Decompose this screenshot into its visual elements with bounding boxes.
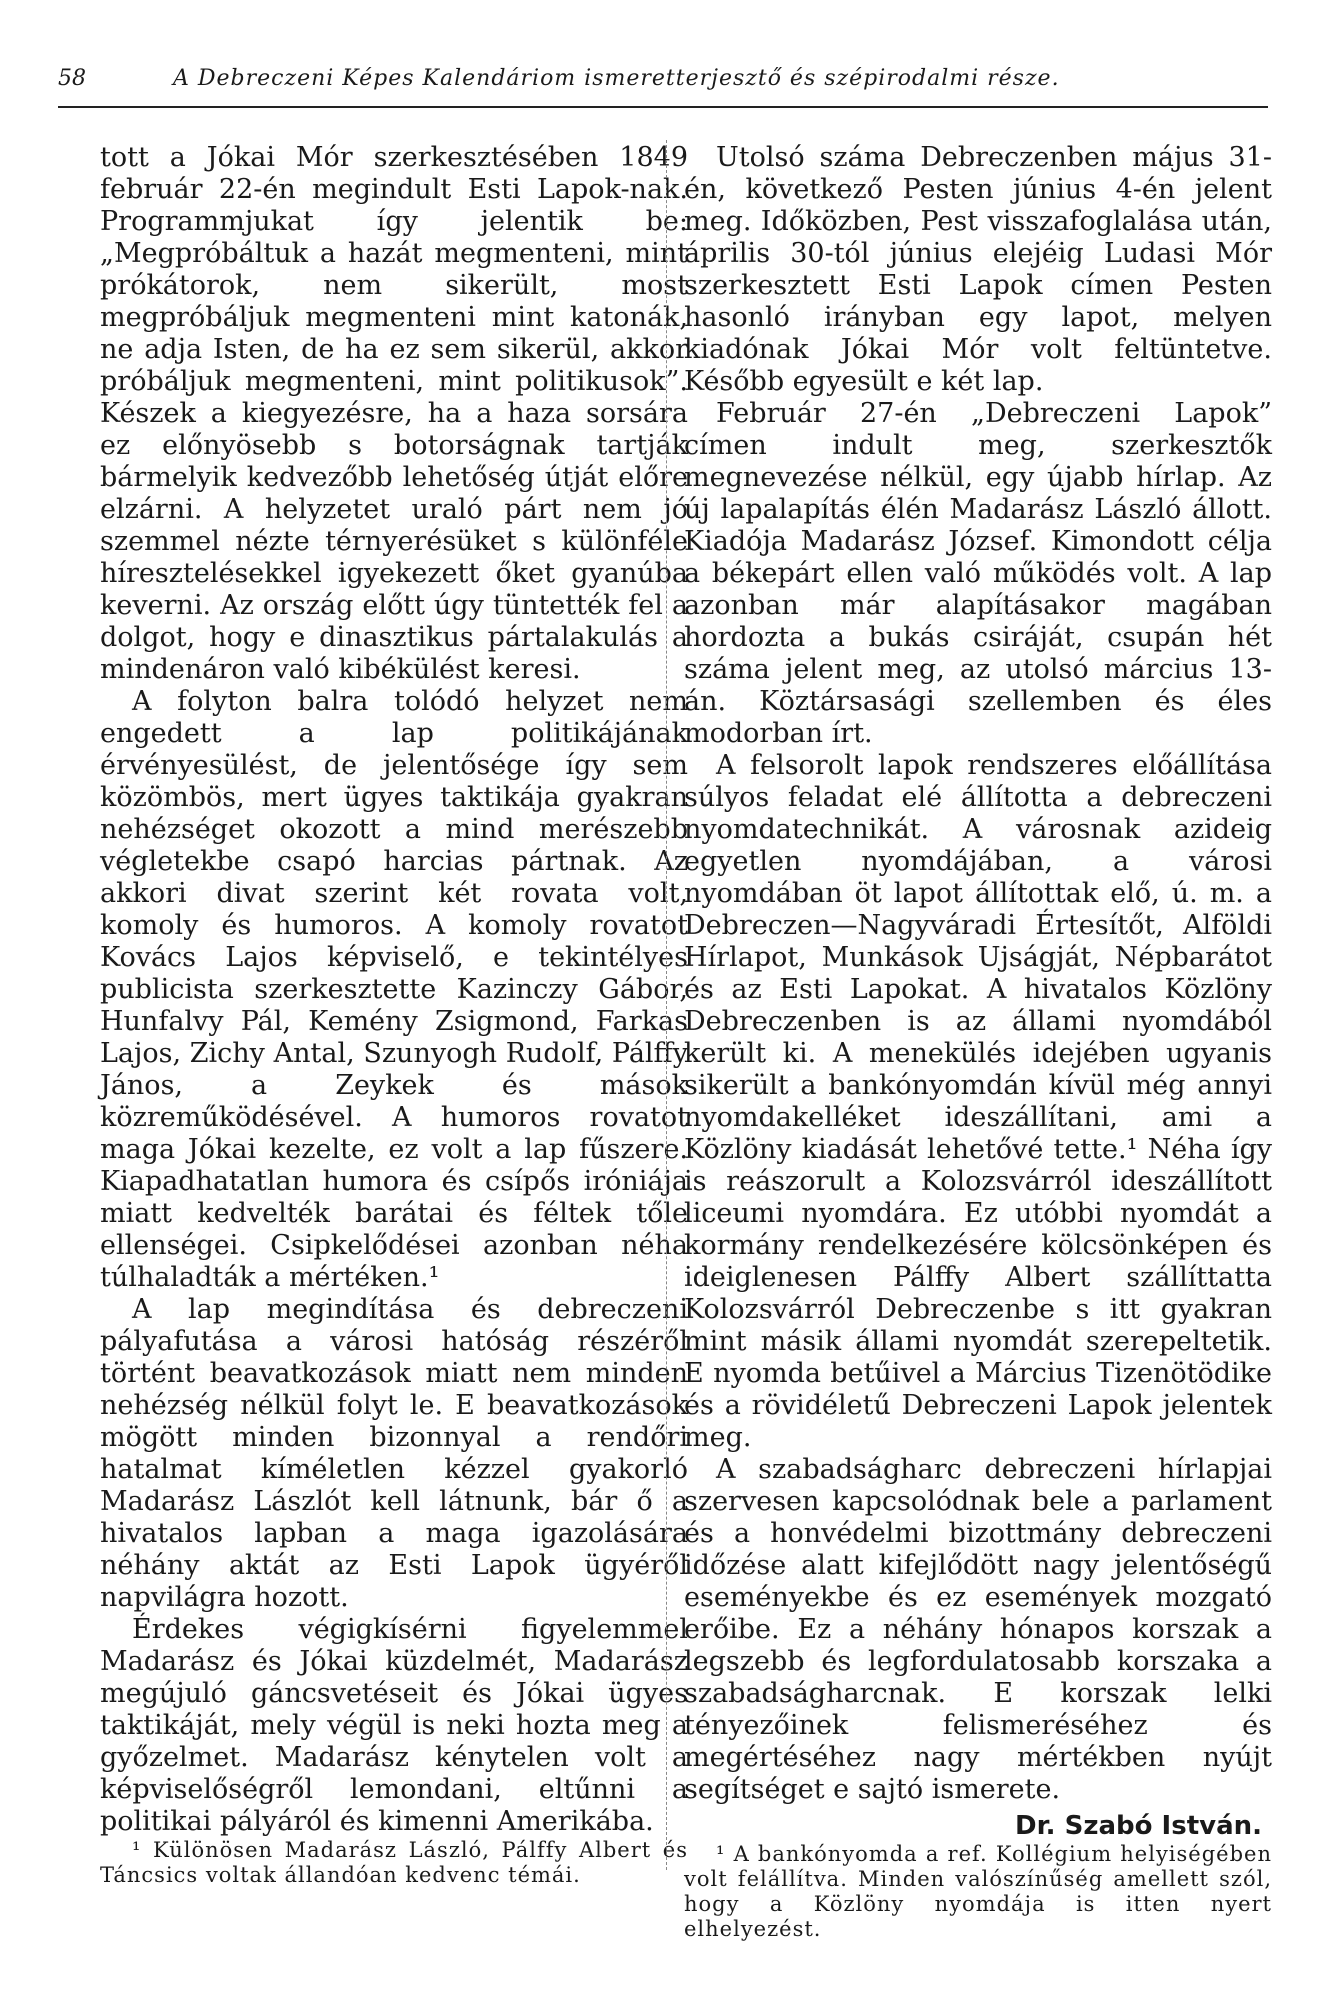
paragraph: A felsorolt lapok rendszeres előállítása súlyos feladat elé állította a debreczeni nyomdatechnikát. A városnak azideig egyetlen nyomdájában, a városi nyomdában öt lapot állítottak elő, ú. m. a Debreczen—Nagyváradi Értesítőt, Alföldi Hírlapot, Munkások Ujságját, Népbarátot és az Esti Lapokat. A hivatalos Közlöny Debreczenben is az állami nyomdából került ki. A menekülés idejében ugyanis sikerült a bankónyomdán kívül még annyi nyomdakelléket ideszállítani, ami a Közlöny kiadását lehetővé tette.¹ Néha így is reászorult a Kolozsvárról ideszállított liceumi nyomdára. Ez utóbbi nyomdát a kormány rendelkezésére kölcsönképen és ideiglenesen Pálffy Albert szállíttatta Kolozsvárról Debreczenbe s itt gyakran mint másik állami nyomdát szerepeltetik. E nyomda betűivel a Március Tizenötödike és a rövidéletű Debreczeni Lapok jelentek meg.	[684, 750, 1272, 1453]
paragraph: Utolsó száma Debreczenben május 31-én, következő Pesten június 4-én jelent meg. Időközben, Pest visszafoglalása után, április 30-tól június elejéig Ludasi Mór szerkesztett Esti Lapok címen Pesten hasonló irányban egy lapot, melyen kiadónak Jókai Mór volt feltüntetve. Később egyesült e két lap.	[684, 142, 1272, 397]
paragraph: A szabadságharc debreczeni hírlapjai szervesen kapcsolódnak bele a parlament és a honvédelmi bizottmány debreczeni időzése alatt kifejlődött nagy jelentőségű eseményekbe és ez események mozgató erőibe. Ez a néhány hónapos korszak a legszebb és legfordulatosabb korszaka a szabadságharcnak. E korszak lelki tényezőinek felismeréséhez és megértéséhez nagy mértékben nyújt segítséget e sajtó ismerete.	[684, 1454, 1272, 1805]
paragraph: A lap megindítása és debreczeni pályafutása a városi hatóság részéről történt beavatkozások miatt nem minden nehézség nélkül folyt le. E beavatkozások mögött minden bizonnyal a rendőri hatalmat kíméletlen kézzel gyakorló Madarász Lászlót kell látnunk, bár ő a hivatalos lapban a maga igazolására néhány aktát az Esti Lapok ügyéről napvilágra hozott.	[100, 1294, 688, 1613]
paragraph: tott a Jókai Mór szerkesztésében 1849 február 22-én megindult Esti Lapok-nak. Programmjukat így jelentik be: „Megpróbáltuk a hazát megmenteni, mint prókátorok, nem sikerült, most megpróbáljuk megmenteni mint katonák, ne adja Isten, de ha ez sem sikerül, akkor próbáljuk megmenteni, mint politikusok”. Készek a kiegyezésre, ha a haza sorsára ez előnyösebb s botorságnak tartják bármelyik kedvezőbb lehetőség útját előre elzárni. A helyzetet uraló párt nem jó szemmel nézte térnyerésüket s különféle híresztelésekkel igyekezett őket gyanúba keverni. Az ország előtt úgy tüntették fel a dolgot, hogy e dinasztikus pártalakulás a mindenáron való kibékülést keresi.	[100, 142, 688, 685]
paragraph: A folyton balra tolódó helyzet nem engedett a lap politikájának érvényesülést, de jelentősége így sem közömbös, mert ügyes taktikája gyakran nehézséget okozott a mind merészebb végletekbe csapó harcias pártnak. Az akkori divat szerint két rovata volt, komoly és humoros. A komoly rovatot Kovács Lajos képviselő, e tekintélyes publicista szerkesztette Kazinczy Gábor, Hunfalvy Pál, Kemény Zsigmond, Farkas Lajos, Zichy Antal, Szunyogh Rudolf, Pálffy János, a Zeykek és mások közreműködésével. A humoros rovatot maga Jókai kezelte, ez volt a lap fűszere. Kiapadhatatlan humora és csípős iróniája miatt kedvelték barátai és féltek tőle ellenségei. Csipkelődései azonban néha túlhaladták a mértéken.¹	[100, 686, 688, 1293]
header-rule	[58, 106, 1268, 108]
page-header	[58, 66, 1268, 106]
footnote: ¹ A bankónyomda a ref. Kollégium helyiségében volt felállítva. Minden valószínűség amellett szól, hogy a Közlöny nyomdája is itten nyert elhelyezést.	[684, 1842, 1272, 1941]
right-column	[684, 142, 1272, 1942]
footnote: ¹ Különösen Madarász László, Pálffy Albert és Táncsics voltak állandóan kedvenc témái.	[100, 1838, 688, 1887]
paragraph: Február 27-én „Debreczeni Lapok” címen indult meg, szerkesztők megnevezése nélkül, egy újabb hírlap. Az új lapalapítás élén Madarász László állott. Kiadója Madarász József. Kimondott célja a békepárt ellen való működés volt. A lap azonban már alapításakor magában hordozta a bukás csiráját, csupán hét száma jelent meg, az utolsó március 13-án. Köztársasági szellemben és éles modorban írt.	[684, 398, 1272, 749]
column-divider	[666, 140, 667, 1870]
page-number: 58	[58, 66, 86, 91]
left-column	[100, 142, 688, 1888]
author-signature: Dr. Szabó István.	[1014, 1811, 1262, 1841]
paragraph: Érdekes végigkísérni figyelemmel Madarász és Jókai küzdelmét, Madarász megújuló gáncsvetéseit és Jókai ügyes taktikáját, mely végül is neki hozta meg a győzelmet. Madarász kénytelen volt a képviselőségről lemondani, eltűnni a politikai pályáról és kimenni Amerikába.	[100, 1614, 688, 1837]
running-head: A Debreczeni Képes Kalendáriom ismeretterjesztő és szépirodalmi része.	[173, 66, 1060, 91]
